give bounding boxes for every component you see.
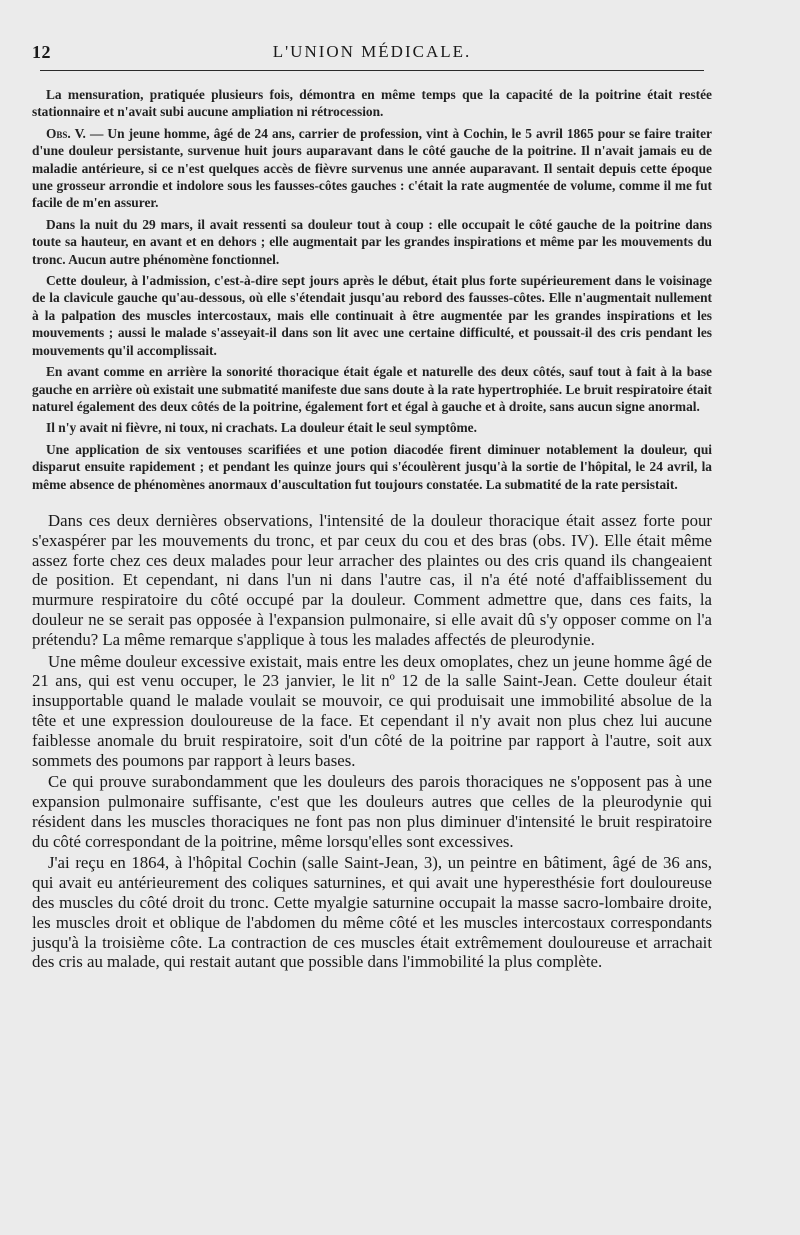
paragraph-text: En avant comme en arrière la sonorité thoracique était égale et naturelle des deux côtés, sauf tout à fait à la base gauche en arrière où existait une submatité manifeste due sans doute à la rate hypertrophiée. Le bruit respiratoire était naturel également des deux côtés de la poitrine, également fort et égal à gauche et à droite, sans aucun signe anormal.	[32, 364, 712, 414]
paragraph: Ce qui prouve surabondamment que les douleurs des parois thoraciques ne s'opposent pas à une expansion pulmonaire suffisante, c'est que les douleurs autres que celles de la pleurodynie qui résident dans les muscles thoraciques ne font pas non plus diminuer d'intensité le bruit respiratoire du côté correspondant de la poitrine, même lorsqu'elles sont excessives.	[32, 772, 712, 851]
running-head	[32, 38, 712, 66]
paragraph: Dans ces deux dernières observations, l'intensité de la douleur thoracique était assez forte pour s'exaspérer par les mouvements du tronc, et par ceux du cou et des bras (obs. IV). Elle était même assez forte chez ces deux malades pour leur arracher des plaintes ou des cris quand ils changeaient de position. Et cependant, ni dans l'un ni dans l'autre cas, il n'a été noté d'affaiblissement du murmure respiratoire du côté occupé par la douleur. Comment admettre que, dans ces faits, la douleur ne se serait pas opposée à l'expansion pulmonaire, si elle avait dû s'y opposer comme on l'a prétendu? La même remarque s'applique à tous les malades affectés de pleurodynie.	[32, 510, 712, 649]
discussion-section	[32, 511, 712, 972]
journal-title: L'UNION MÉDICALE.	[272, 42, 472, 61]
paragraph	[32, 272, 712, 359]
paragraph-text: La mensuration, pratiquée plusieurs fois, démontra en même temps que la capacité de la poitrine était restée stationnaire et n'avait subi aucune ampliation ni rétrocession.	[32, 87, 712, 120]
paragraph: J'ai reçu en 1864, à l'hôpital Cochin (salle Saint-Jean, 3), un peintre en bâtiment, âgé de 36 ans, qui avait eu antérieurement des coliques saturnines, et qui avait une hyperesthésie fort douloureuse des muscles du côté droit du tronc. Cette myalgie saturnine occupait la masse sacro-lombaire droite, les muscles droit et oblique de l'abdomen du même côté et les muscles intercostaux correspondants jusqu'à la troisième côte. La contraction de ces muscles était extrêmement douloureuse et arrachait des cris au malade, qui restait autant que possible dans l'immobilité la plus complète.	[32, 853, 712, 972]
paragraph-text: Il n'y avait ni fièvre, ni toux, ni crachats. La douleur était le seul symptôme.	[46, 420, 477, 436]
observation-label: Obs. V.	[46, 125, 86, 141]
paragraph	[32, 216, 712, 268]
paragraph-text: Une application de six ventouses scarifiées et une potion diacodée firent diminuer notablement la douleur, qui disparut ensuite rapidement ; et pendant les quinze jours qui s'écoulèrent jusqu'à la sortie de l'hôpital, le 24 avril, la même absence de phénomènes anormaux d'auscultation fut toujours constatée. La submatité de la rate persistait.	[32, 441, 712, 492]
header-rule	[40, 70, 704, 71]
paragraph-text: Dans la nuit du 29 mars, il avait ressenti sa douleur tout à coup : elle occupait le côté gauche de la poitrine dans toute sa hauteur, en avant et en dehors ; elle augmentait par les grandes inspirations et même par les mouvements du tronc. Aucun autre phénomène fonctionnel.	[32, 216, 712, 267]
observation-section	[32, 86, 712, 493]
paragraph	[32, 125, 712, 212]
paragraph	[32, 86, 712, 121]
paragraph	[32, 363, 712, 415]
page-number: 12	[32, 42, 51, 62]
paragraph-text: Cette douleur, à l'admission, c'est-à-dire sept jours après le début, était plus forte supérieurement dans le voisinage de la clavicule gauche qu'au-dessous, où elle s'étendait jusqu'au rebord des fausses-côtes. Elle n'augmentait nullement à la palpation des muscles intercostaux, mais elle continuait à être augmentée par les grandes inspirations et les mouvements ; aussi le malade s'asseyait-il dans son lit avec une certaine difficulté, et poussait-il des cris pendant les mouvements qu'il accomplissait.	[32, 273, 712, 358]
paragraph: Une même douleur excessive existait, mais entre les deux omoplates, chez un jeune homme âgé de 21 ans, qui est venu occuper, le 23 janvier, le lit nº 12 de la salle Saint-Jean. Cette douleur était insupportable quand le malade voulait se mouvoir, ce qui produisait une immobilité absolue de la tête et une expression douloureuse de la face. Et cependant il n'y avait non plus chez lui aucune faiblesse anomale du bruit respiratoire, soit d'un côté de la poitrine par rapport à l'autre, soit aux sommets des poumons par rapport à leurs bases.	[32, 651, 712, 770]
paragraph-text: — Un jeune homme, âgé de 24 ans, carrier de profession, vint à Cochin, le 5 avril 1865 pour se faire traiter d'une douleur persistante, survenue huit jours auparavant dans le côté gauche de la poitrine. Il n'avait jamais eu de maladie antérieure, si ce n'est quelques accès de fièvre survenus une année auparavant. Il sentait depuis cette époque une grosseur arrondie et indolore sous les fausses-côtes gauches : c'était la rate augmentée de volume, comme il me fut facile de m'en assurer.	[32, 125, 713, 211]
paragraph	[32, 441, 712, 493]
paragraph	[32, 419, 712, 436]
